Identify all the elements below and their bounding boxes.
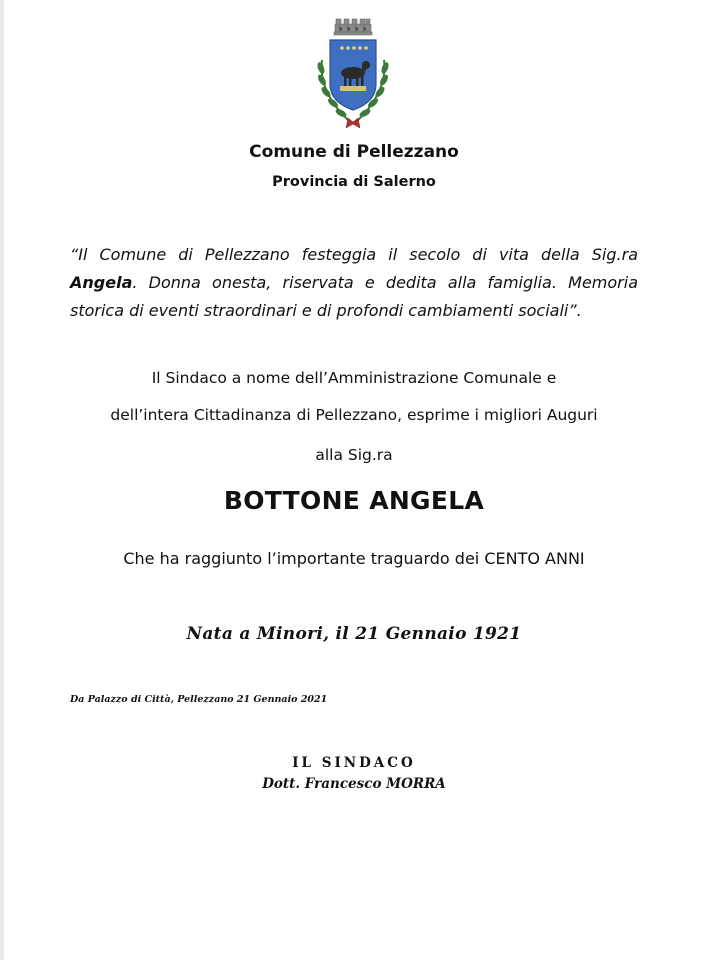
signature-name: Dott. Francesco MORRA [262, 776, 446, 792]
signature-title: IL SINDACO [292, 755, 416, 771]
greeting-line-2: dell’intera Cittadinanza di Pellezzano, esprime i migliori Auguri [110, 406, 598, 424]
greeting-line-3: alla Sig.ra [315, 446, 393, 464]
commemorative-quote [70, 241, 638, 325]
honoree-name: BOTTONE ANGELA [223, 486, 485, 515]
greeting-line-1: Il Sindaco a nome dell’Amministrazione Comunale e [151, 369, 557, 387]
quote-part-1: “Il Comune di Pellezzano festeggia il secolo di vita della Sig.ra [70, 245, 638, 264]
quote-part-2: . Donna onesta, riservata e dedita alla famiglia. Memoria storica di eventi straordinari e di profondi cambiamenti sociali”. [70, 273, 638, 320]
provincia-name: Provincia di Salerno [272, 174, 436, 190]
coat-of-arms-icon [308, 10, 398, 132]
place-and-date: Da Palazzo di Città, Pellezzano 21 Gennaio 2021 [70, 694, 328, 705]
quote-name: Angela [70, 273, 133, 292]
milestone-text: Che ha raggiunto l’importante traguardo dei CENTO ANNI [123, 549, 585, 568]
birth-info: Nata a Minori, il 21 Gennaio 1921 [186, 624, 522, 644]
comune-name: Comune di Pellezzano [249, 142, 459, 162]
